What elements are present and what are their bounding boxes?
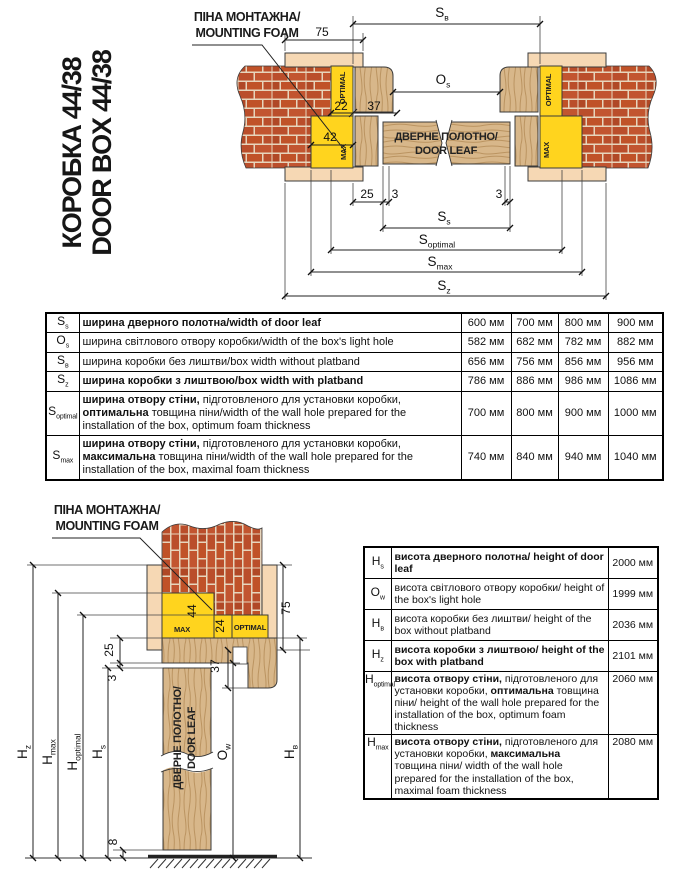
dim-25-label: 25 [102, 643, 116, 657]
dim-75-label: 75 [279, 601, 293, 615]
page-title-line2: DOOR BOX 44/38 [86, 50, 117, 256]
header-notch [233, 647, 247, 664]
foam-callout-line1: ПІНА МОНТАЖНА/ [193, 10, 301, 24]
dim-hb-label: $H_в$ [282, 744, 300, 760]
diagram-vertical-section [0, 500, 360, 878]
foam-optimal-left-label: OPTIMAL [338, 71, 347, 105]
table-row: $H_z$ висота коробки з лиштвою/ height of the box with platband 2101 мм [364, 641, 658, 672]
foam-callout-line2: MOUNTING FOAM [55, 519, 159, 533]
dim-3-label: 3 [105, 674, 119, 682]
table-row: $S_в$ ширина коробки без лиштви/box width without platband 656 мм 756 мм 856 мм 956 мм [46, 352, 663, 371]
dim-75-label: 75 [315, 25, 329, 39]
foam-max-label: MAX [173, 625, 191, 634]
door-leaf-label-line1: ДВЕРНЕ ПОЛОТНО/ [394, 131, 498, 143]
foam-max-right [540, 116, 582, 168]
foam-optimal-right-label: OPTIMAL [544, 73, 553, 107]
dim-24-label: 24 [213, 619, 227, 633]
floor [25, 857, 312, 869]
dim-25-label: 25 [360, 187, 374, 201]
page-title-line1: КОРОБКА 44/38 [57, 57, 87, 249]
dim-8-label: 8 [106, 838, 120, 846]
dim-smax-label: $S_{max}$ [427, 254, 453, 272]
dim-sz-label: $S_z$ [437, 278, 451, 296]
table-row: $S_z$ ширина коробки з лиштвою/box width with platband 786 мм 886 мм 986 мм 1086 мм [46, 372, 663, 391]
foam-optimal-block [232, 615, 268, 638]
table-row: $H_s$ висота дверного полотна/ height of door leaf 2000 мм [364, 547, 658, 579]
table-row: $S_{optimal}$ ширина отвору стіни, підготовленого для установки коробки, оптимальна товщина піни/width of the wall hole prepared for the installation of the box, optimum foam thickness 700 мм 800 мм 900 мм 1000 мм [46, 391, 663, 435]
dim-os-label: $O_s$ [435, 72, 451, 90]
dim-sb-label: $S_в$ [435, 5, 449, 23]
foam-callout-line1: ПІНА МОНТАЖНА/ [53, 503, 161, 517]
height-table [363, 546, 659, 800]
dim-42-label: 42 [323, 130, 337, 144]
foam-max-right-label: MAX [542, 141, 551, 159]
door-leaf-label-line2: DOOR LEAF [186, 706, 198, 770]
door-leaf [383, 120, 510, 166]
table-row: $S_{max}$ ширина отвору стіни, підготовленого для установки коробки, максимальна товщина піни/width of the wall hole prepared for the installation of the box, maximal foam thickness 740 мм 840 мм 940 мм 1040 мм [46, 435, 663, 480]
foam-max-block [162, 593, 214, 638]
dim-3-right-label: 3 [495, 187, 503, 201]
table-row: $H_{optimal}$ висота отвору стіни, підготовленого для установки коробки, оптимальна товщина піни/ height of the wall hole prepared for the installation of the box, optimum foam thickness 2060 мм [364, 672, 658, 735]
foam-24-block [213, 615, 232, 638]
dim-ss-label: $S_s$ [437, 209, 451, 227]
table-row: $H_в$ висота коробки без лиштви/ height of the box without platband 2036 мм [364, 610, 658, 641]
foam-max-left-label: MAX [339, 143, 348, 161]
dim-37-label: 37 [208, 659, 222, 673]
door-leaf-label-line1: ДВЕРНЕ ПОЛОТНО/ [172, 686, 184, 790]
dim-37-label: 37 [367, 99, 381, 113]
dim-soptimal-label: $S_{optimal}$ [418, 232, 456, 250]
dim-hoptimal-label: $H_{optimal}$ [65, 733, 83, 771]
foam-callout-line2: MOUNTING FOAM [195, 26, 299, 40]
dim-3-left-label: 3 [391, 187, 399, 201]
foam-optimal-label: OPTIMAL [233, 623, 267, 632]
table-row: $H_{max}$ висота отвору стіни, підготовленого для установки коробки, максимальна товщина піни/ width of the wall hole prepared for the installation of the box, maximal foam thickness 2080 мм [364, 735, 658, 799]
dim-hs-label: $H_s$ [90, 745, 108, 759]
width-table [45, 312, 664, 481]
table-row: $O_s$ ширина світлового отвору коробки/width of the box's light hole 582 мм 682 мм 782 мм 882 мм [46, 333, 663, 352]
dim-ow-label: $O_w$ [215, 743, 233, 761]
door-leaf-label-line2: DOOR LEAF [414, 145, 478, 157]
door-leaf-vertical [161, 668, 213, 850]
diagram-horizontal-section [0, 0, 694, 312]
foam-optimal-right [540, 66, 562, 116]
dim-44-label: 44 [185, 604, 199, 618]
table-row: $O_w$ висота світлового отвору коробки/ height of the box's light hole 1999 мм [364, 579, 658, 610]
table-row: $S_s$ ширина дверного полотна/width of door leaf 600 мм 700 мм 800 мм 900 мм [46, 313, 663, 333]
dim-hmax-label: $H_{max}$ [40, 739, 58, 765]
dim-22-label: 22 [334, 99, 348, 113]
dim-hz-label: $H_z$ [15, 745, 33, 759]
